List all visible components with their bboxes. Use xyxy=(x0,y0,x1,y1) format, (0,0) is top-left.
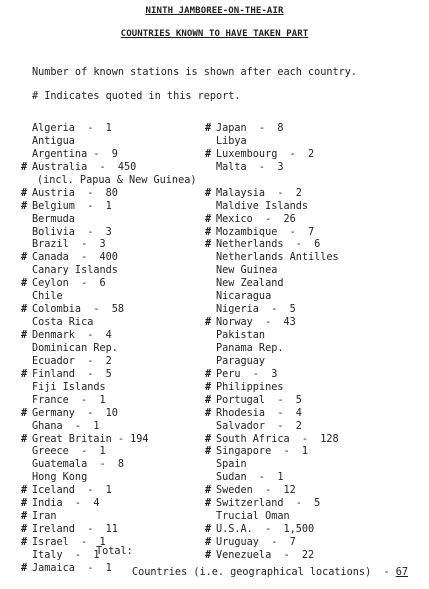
country-name: France - 1 xyxy=(32,394,106,406)
country-name: Salvador - 2 xyxy=(216,420,302,432)
country-name: Sweden - 12 xyxy=(216,485,296,497)
country-entry xyxy=(21,407,196,421)
country-name: Australia - 450 xyxy=(32,161,137,173)
country-entry xyxy=(32,239,196,252)
country-entry xyxy=(32,382,196,395)
country-entry xyxy=(205,446,339,459)
country-entry xyxy=(216,459,339,472)
country-entry xyxy=(205,485,339,498)
country-entry xyxy=(205,123,339,136)
country-name: Uruguay - 7 xyxy=(216,537,296,548)
quoted-marker: # xyxy=(21,368,28,380)
country-name: Guatemala - 8 xyxy=(32,459,125,471)
country-entry xyxy=(216,291,339,304)
country-name: Iran xyxy=(32,511,57,523)
quoted-marker: # xyxy=(21,433,28,445)
country-entry xyxy=(216,356,339,369)
country-entry xyxy=(205,148,339,162)
country-name: Argentina - 9 xyxy=(32,148,118,160)
country-entry xyxy=(32,317,196,330)
country-name: Netherlands - 6 xyxy=(216,239,321,251)
country-name: Dominican Rep. xyxy=(32,342,118,354)
country-name: Mexico - 26 xyxy=(216,213,296,225)
country-name: Maldive Islands xyxy=(216,200,309,212)
country-entry xyxy=(205,537,339,550)
country-entry xyxy=(21,368,196,382)
country-entry xyxy=(205,213,339,227)
quoted-marker: # xyxy=(205,549,212,561)
country-entry xyxy=(216,175,339,188)
document-subtitle: COUNTRIES KNOWN TO HAVE TAKEN PART xyxy=(120,29,309,39)
country-name: Brazil - 3 xyxy=(32,239,106,251)
country-entry xyxy=(32,123,196,136)
quoted-marker: # xyxy=(205,226,212,238)
country-name: Denmark - 4 xyxy=(32,330,112,341)
country-name: Netherlands Antilles xyxy=(216,252,339,264)
country-entry xyxy=(21,161,196,175)
quoted-marker: # xyxy=(205,148,212,160)
country-entry xyxy=(216,472,339,485)
country-name: Sudan - 1 xyxy=(216,472,284,484)
country-entry xyxy=(21,330,196,343)
country-entry xyxy=(216,201,339,214)
total-label: Total: xyxy=(96,546,133,557)
country-entry xyxy=(216,330,339,343)
country-entry xyxy=(205,407,339,421)
country-name: Algeria - 1 xyxy=(32,123,112,134)
country-entry xyxy=(21,511,196,524)
country-name: Colombia - 58 xyxy=(32,304,125,316)
country-entry xyxy=(205,394,339,408)
quoted-marker: # xyxy=(205,498,212,510)
country-name: Peru - 3 xyxy=(216,368,278,380)
quoted-marker: # xyxy=(205,537,212,548)
country-name: Costa Rica xyxy=(32,317,94,329)
country-name: Germany - 10 xyxy=(32,407,118,419)
country-entry xyxy=(32,356,196,369)
countries-total-line xyxy=(132,567,408,578)
countries-left-column xyxy=(21,123,197,576)
country-entry xyxy=(21,433,196,447)
quoted-marker: # xyxy=(205,317,212,329)
country-entry xyxy=(21,252,196,265)
quoted-marker: # xyxy=(205,368,212,380)
country-entry xyxy=(205,239,339,252)
countries-right-column xyxy=(205,123,339,563)
countries-total-count: 67 xyxy=(395,567,409,578)
country-name: Jamaica - 1 xyxy=(32,562,112,574)
country-entry xyxy=(32,472,196,485)
country-entry xyxy=(21,200,196,214)
country-entry xyxy=(32,214,196,227)
country-entry xyxy=(205,549,339,563)
country-name: Antigua xyxy=(32,135,75,147)
country-entry xyxy=(205,381,339,395)
quoted-marker: # xyxy=(205,407,212,419)
country-name: Mozambique - 7 xyxy=(216,226,315,238)
country-entry xyxy=(216,252,339,265)
country-name: Portugal - 5 xyxy=(216,394,302,406)
country-name: Nicaragua xyxy=(216,291,272,303)
country-name: Libya xyxy=(216,135,247,147)
country-entry xyxy=(32,395,196,408)
country-entry xyxy=(32,459,196,472)
country-name: South Africa - 128 xyxy=(216,433,339,445)
country-name: Greece - 1 xyxy=(32,446,106,458)
country-note: (incl. Papua & New Guinea) xyxy=(37,174,197,186)
country-entry xyxy=(216,136,339,149)
country-entry xyxy=(205,226,339,240)
country-entry xyxy=(216,304,339,317)
country-entry xyxy=(216,343,339,356)
country-name: Iceland - 1 xyxy=(32,485,112,497)
country-name: Luxembourg - 2 xyxy=(216,148,315,160)
country-entry xyxy=(216,421,339,434)
country-name: Rhodesia - 4 xyxy=(216,407,302,419)
country-name: New Guinea xyxy=(216,265,278,277)
country-entry xyxy=(21,304,196,317)
country-entry xyxy=(216,278,339,291)
country-name: Ghana - 1 xyxy=(32,420,100,432)
country-name: Hong Kong xyxy=(32,472,88,484)
country-name: Japan - 8 xyxy=(216,123,284,134)
marker-note: # Indicates quoted in this report. xyxy=(32,91,241,102)
country-name: Bolivia - 3 xyxy=(32,226,112,238)
quoted-marker: # xyxy=(205,485,212,497)
countries-total-label: Countries (i.e. geographical locations) - xyxy=(132,567,390,578)
quoted-marker: # xyxy=(21,407,28,419)
country-name: Singapore - 1 xyxy=(216,446,309,458)
country-name: Israel - 1 xyxy=(32,537,106,548)
quoted-marker: # xyxy=(205,394,212,406)
country-name: Chile xyxy=(32,291,63,303)
country-name: Ecuador - 2 xyxy=(32,355,112,367)
country-entry xyxy=(21,524,196,537)
country-name: Malaysia - 2 xyxy=(216,187,302,199)
country-entry xyxy=(32,136,196,149)
country-name: Ireland - 11 xyxy=(32,524,118,536)
country-entry xyxy=(21,278,196,291)
country-name: Philippines xyxy=(216,381,284,393)
quoted-marker: # xyxy=(21,200,28,212)
country-name: Great Britain - 194 xyxy=(32,433,149,445)
quoted-marker: # xyxy=(21,278,28,290)
country-entry xyxy=(216,265,339,278)
country-name: Panama Rep. xyxy=(216,342,284,354)
country-name: Bermuda xyxy=(32,213,75,225)
quoted-marker: # xyxy=(21,511,28,523)
country-entry xyxy=(216,511,339,524)
country-name: Switzerland - 5 xyxy=(216,498,321,510)
quoted-marker: # xyxy=(21,498,28,510)
quoted-marker: # xyxy=(21,537,28,548)
country-entry xyxy=(216,162,339,175)
country-entry xyxy=(32,421,196,434)
country-entry xyxy=(205,187,339,201)
country-name: Austria - 80 xyxy=(32,187,118,199)
quoted-marker: # xyxy=(21,562,28,574)
country-name: Venezuela - 22 xyxy=(216,549,315,561)
quoted-marker: # xyxy=(205,446,212,458)
country-entry xyxy=(205,524,339,537)
country-entry xyxy=(205,317,339,330)
quoted-marker: # xyxy=(205,187,212,199)
quoted-marker: # xyxy=(21,330,28,341)
country-name: Norway - 43 xyxy=(216,317,296,329)
quoted-marker: # xyxy=(205,524,212,536)
country-entry xyxy=(32,149,196,162)
country-name: Nigeria - 5 xyxy=(216,304,296,316)
quoted-marker: # xyxy=(205,213,212,225)
quoted-marker: # xyxy=(205,123,212,134)
country-name: Belgium - 1 xyxy=(32,200,112,212)
quoted-marker: # xyxy=(21,524,28,536)
country-name: Spain xyxy=(216,459,247,471)
country-entry xyxy=(205,498,339,511)
quoted-marker: # xyxy=(21,485,28,497)
country-entry xyxy=(21,187,196,201)
quoted-marker: # xyxy=(21,187,28,199)
quoted-marker: # xyxy=(21,252,28,264)
country-entry xyxy=(32,343,196,356)
country-entry xyxy=(32,446,196,459)
country-name: New Zealand xyxy=(216,278,284,290)
country-name: India - 4 xyxy=(32,498,100,510)
country-entry xyxy=(205,433,339,447)
country-entry xyxy=(32,265,196,278)
quoted-marker: # xyxy=(205,433,212,445)
country-name: Malta - 3 xyxy=(216,161,284,173)
document-title: NINTH JAMBOREE-ON-THE-AIR xyxy=(145,6,284,16)
country-name: Fiji Islands xyxy=(32,381,106,393)
country-entry xyxy=(32,291,196,304)
country-entry xyxy=(21,485,196,498)
quoted-marker: # xyxy=(205,239,212,251)
country-entry xyxy=(21,498,196,511)
country-entry xyxy=(205,368,339,382)
country-name: Paraguay xyxy=(216,355,266,367)
country-name: Trucial Oman xyxy=(216,511,290,523)
country-name: Pakistan xyxy=(216,330,266,341)
country-name: Italy - 1 xyxy=(32,549,100,561)
country-name: Finland - 5 xyxy=(32,368,112,380)
country-name: Canary Islands xyxy=(32,265,118,277)
country-name: Ceylon - 6 xyxy=(32,278,106,290)
country-entry xyxy=(32,175,196,188)
country-name: Canada - 400 xyxy=(32,252,118,264)
country-name: U.S.A. - 1,500 xyxy=(216,524,315,536)
quoted-marker: # xyxy=(21,161,28,173)
quoted-marker: # xyxy=(21,304,28,316)
stations-note: Number of known stations is shown after each country. xyxy=(32,67,358,78)
quoted-marker: # xyxy=(205,381,212,393)
country-entry xyxy=(32,227,196,240)
